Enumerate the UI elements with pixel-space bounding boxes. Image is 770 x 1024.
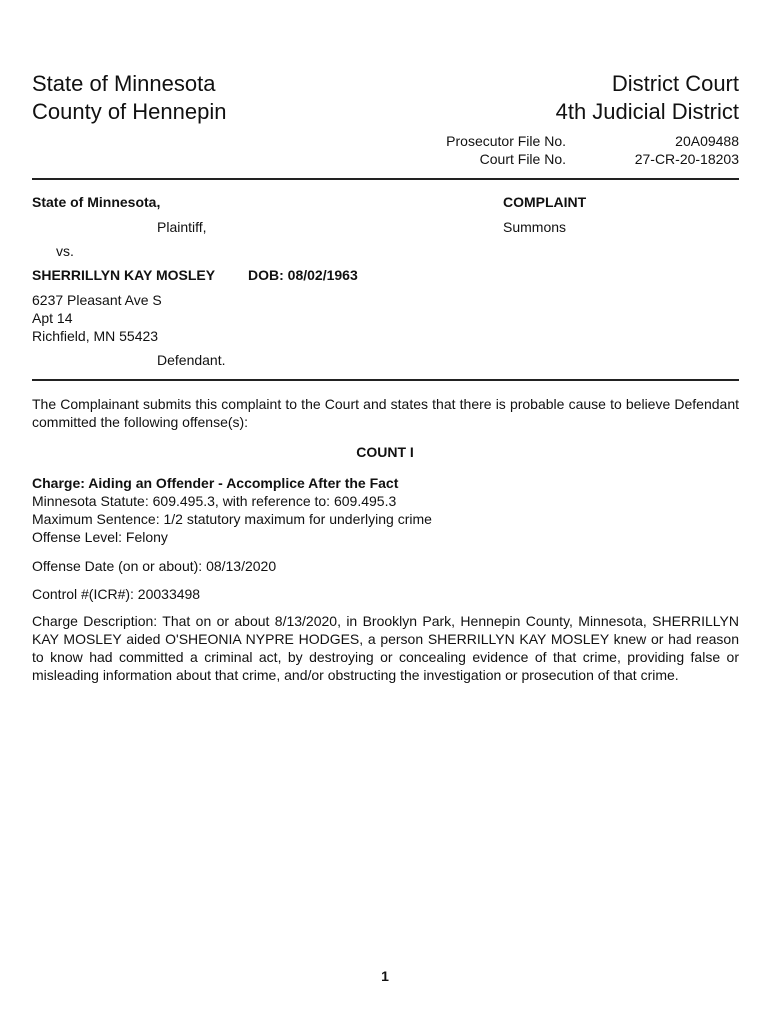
max-sentence-line: Maximum Sentence: 1/2 statutory maximum for underlying crime — [32, 511, 432, 527]
offense-date-line: Offense Date (on or about): 08/13/2020 — [32, 558, 277, 574]
court-file-label: Court File No. — [479, 151, 566, 167]
count-title: COUNT I — [356, 444, 414, 460]
charge-description: Charge Description: That on or about 8/13/2020, in Brooklyn Park, Hennepin County, Minnesota, SHERRILLYN KAY MOSLEY aided O'SHEONIA NYPRE HODGES, a person SHERRILLYN KAY MOSLEY knew or had reason to know had committed a criminal act, by destroying or concealing evidence of that crime, providing false or misleading information about that crime, and/or obstructing the investigation or prosecution of that crime. — [32, 613, 739, 683]
defendant-address-line2: Apt 14 — [32, 310, 73, 326]
document-type: COMPLAINT — [503, 194, 587, 210]
caption-divider — [32, 379, 739, 381]
defendant-dob: DOB: 08/02/1963 — [248, 267, 358, 283]
defendant-address-line3: Richfield, MN 55423 — [32, 328, 159, 344]
prosecutor-file-value: 20A09488 — [675, 133, 739, 149]
prosecutor-file-label: Prosecutor File No. — [446, 133, 566, 149]
header-divider — [32, 178, 739, 180]
document-subtype: Summons — [503, 219, 567, 235]
plaintiff-name: State of Minnesota, — [32, 194, 161, 210]
offense-level-line: Offense Level: Felony — [32, 529, 168, 545]
state-heading: State of Minnesota — [32, 71, 216, 96]
plaintiff-role: Plaintiff, — [157, 219, 207, 235]
versus-label: vs. — [56, 243, 74, 259]
defendant-address-line1: 6237 Pleasant Ave S — [32, 292, 162, 308]
court-file-value: 27-CR-20-18203 — [634, 151, 739, 167]
statute-line: Minnesota Statute: 609.495.3, with reference to: 609.495.3 — [32, 493, 397, 509]
page-number: 1 — [381, 968, 389, 984]
defendant-role: Defendant. — [157, 352, 226, 368]
court-heading: District Court — [611, 71, 739, 96]
county-heading: County of Hennepin — [32, 99, 227, 124]
complaint-intro: The Complainant submits this complaint to the Court and states that there is probable cause to believe Defendant committed the following offense(s): — [32, 396, 739, 430]
charge-title: Charge: Aiding an Offender - Accomplice After the Fact — [32, 475, 399, 491]
control-number-line: Control #(ICR#): 20033498 — [32, 586, 201, 602]
district-heading: 4th Judicial District — [555, 99, 739, 124]
defendant-name: SHERRILLYN KAY MOSLEY — [32, 267, 216, 283]
